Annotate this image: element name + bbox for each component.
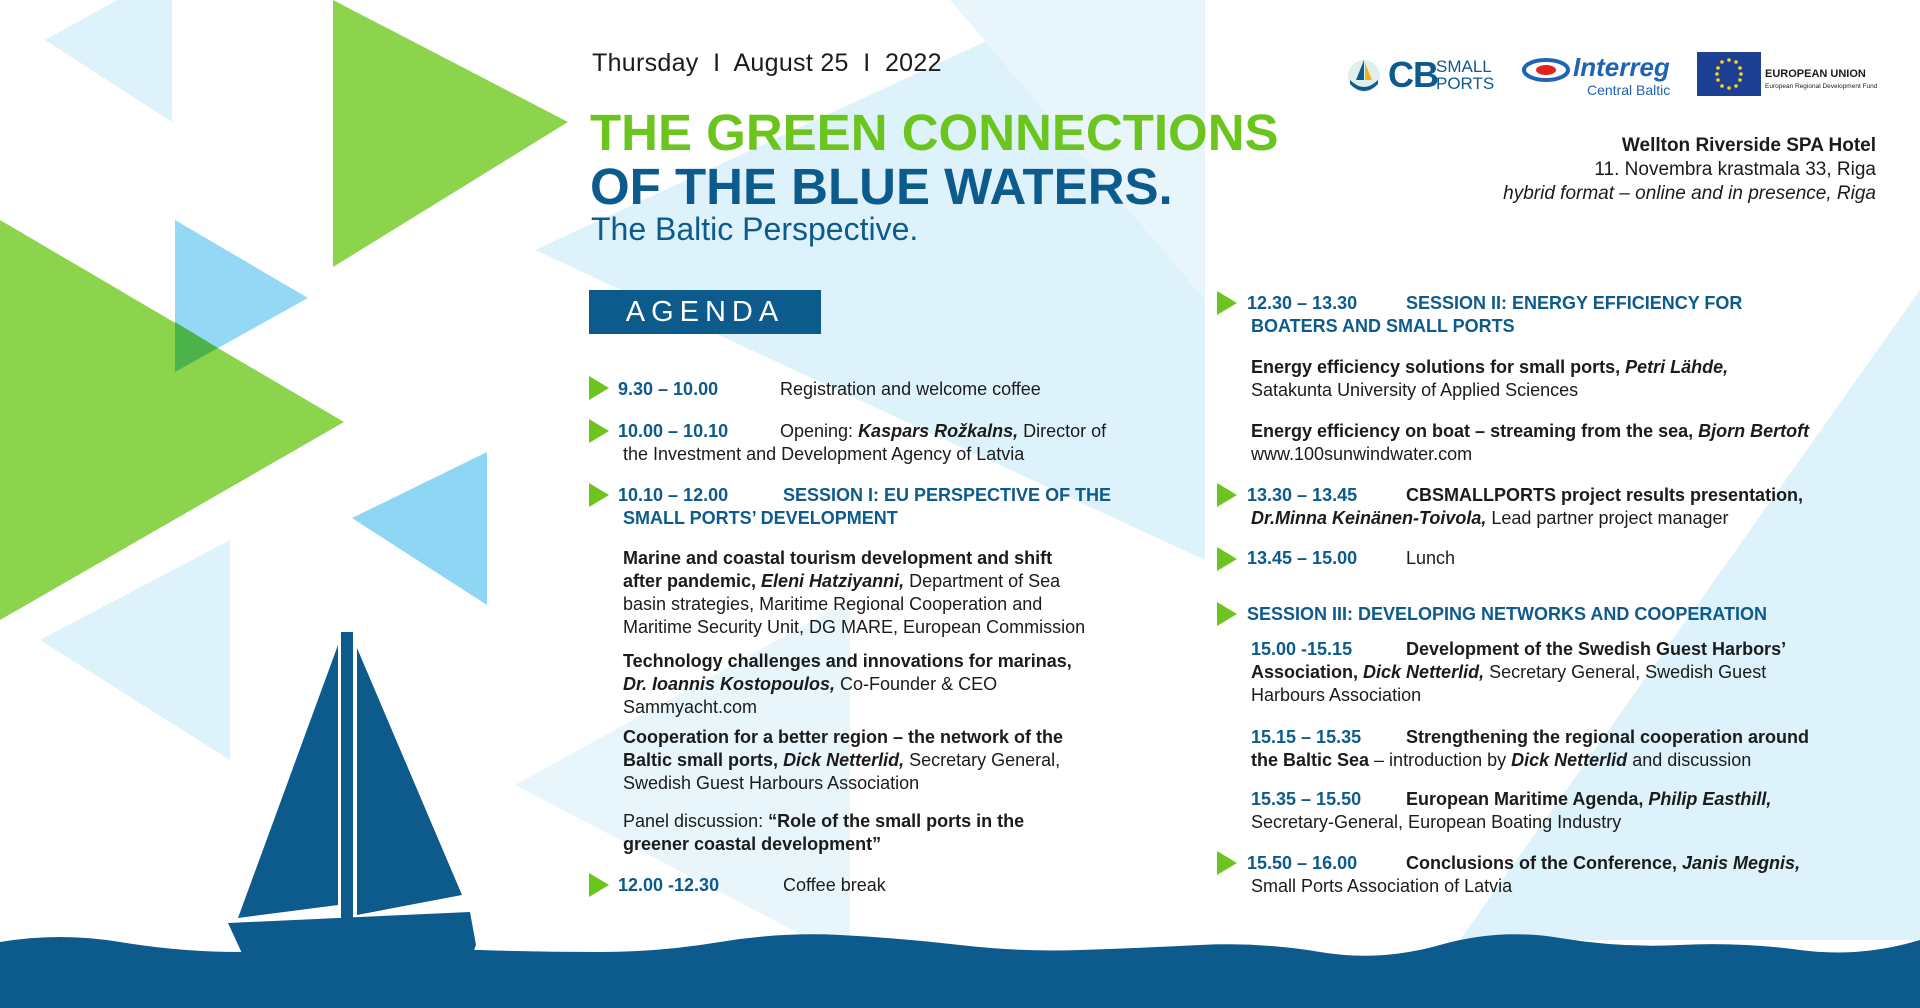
speaker-name: Petri Lähde,: [1625, 357, 1729, 377]
title-line-green: THE GREEN CONNECTIONS: [590, 104, 1279, 161]
session-title-line2: BOATERS AND SMALL PORTS: [1251, 316, 1515, 336]
session-title: SESSION III: DEVELOPING NETWORKS AND COOPERATION: [1247, 604, 1768, 624]
venue-hotel: Wellton Riverside SPA Hotel: [1621, 135, 1876, 156]
speaker-role: Department of Sea: [904, 571, 1061, 591]
speaker-name: Philip Easthill,: [1648, 789, 1772, 809]
talk-regional-cooperation: [1251, 726, 1809, 772]
title-line-blue: OF THE BLUE WATERS.: [590, 158, 1173, 215]
talk-title: Energy efficiency on boat – streaming from the sea,: [1251, 421, 1699, 441]
agenda-item-session-3: [1247, 603, 1767, 626]
agenda-time: 10.00 – 10.10: [618, 421, 729, 441]
eu-fund: European Regional Development Fund: [1765, 83, 1878, 90]
cb-small-ports-logo: [1344, 54, 1384, 96]
agenda-text: Coffee break: [783, 875, 886, 895]
agenda-time: 10.10 – 12.00: [618, 485, 729, 505]
speaker-role: Secretary General, Swedish Guest: [1484, 662, 1767, 682]
speaker-org: Swedish Guest Harbours Association: [623, 773, 920, 793]
agenda-text-line2: the Investment and Development Agency of Latvia: [623, 444, 1025, 464]
talk-energy-ports: [1251, 356, 1728, 402]
agenda-item-lunch: [1247, 547, 1455, 570]
agenda-time: 9.30 – 10.00: [618, 379, 719, 399]
bullet-arrow-icon: [589, 483, 609, 507]
agenda-time: 13.30 – 13.45: [1247, 485, 1358, 505]
bullet-arrow-icon: [1217, 547, 1237, 571]
speaker-name: Dick Netterlid,: [1363, 662, 1485, 682]
speaker-role-line: basin strategies, Maritime Regional Cooperation and: [623, 594, 1043, 614]
bullet-arrow-icon: [1217, 851, 1237, 875]
talk-title-end: Association,: [1251, 662, 1364, 682]
speaker-role: Secretary General,: [904, 750, 1061, 770]
venue-info: [1503, 134, 1876, 206]
interreg-swirl-icon: [1522, 58, 1570, 82]
agenda-time: 12.00 -12.30: [618, 875, 720, 895]
sailboat-icon: [228, 632, 476, 962]
pale-triangle-top-left: [45, 0, 172, 122]
eu-flag-icon: [1697, 52, 1761, 96]
speaker-name: Dick Netterlid: [1511, 750, 1628, 770]
interreg-sub: Central Baltic: [1587, 82, 1671, 98]
speaker-org: Secretary-General, European Boating Industry: [1251, 812, 1622, 832]
agenda-time: 15.00 -15.15: [1251, 639, 1353, 659]
eu-name: EUROPEAN UNION: [1765, 68, 1866, 80]
bullet-arrow-icon: [1217, 483, 1237, 507]
agenda-item-conclusions: [1247, 852, 1800, 898]
bullet-arrow-icon: [589, 419, 609, 443]
session-title: SESSION II: ENERGY EFFICIENCY FOR: [1406, 293, 1743, 313]
talk-title: Strengthening the regional cooperation around: [1406, 727, 1810, 747]
talk-marine-tourism: [623, 547, 1085, 639]
interreg-name: Interreg: [1573, 52, 1670, 82]
panel-discussion: [623, 810, 1024, 856]
bullet-arrow-icon: [589, 376, 609, 400]
talk-title: Cooperation for a better region – the network of the: [623, 727, 1064, 747]
subtitle: The Baltic Perspective.: [591, 211, 919, 247]
session-title: SESSION I: EU PERSPECTIVE OF THE: [783, 485, 1112, 505]
speaker-name: Eleni Hatziyanni,: [761, 571, 905, 591]
talk-title-end: the Baltic Sea: [1251, 750, 1370, 770]
talk-title: CBSMALLPORTS project results presentation,: [1406, 485, 1804, 505]
talk-title-end: Baltic small ports,: [623, 750, 784, 770]
event-date: Thursday I August 25 I 2022: [592, 49, 942, 77]
agenda-time: 12.30 – 13.30: [1247, 293, 1358, 313]
agenda-label: AGENDA: [625, 295, 785, 328]
talk-title: European Maritime Agenda,: [1406, 789, 1649, 809]
bullet-arrow-icon: [1217, 602, 1237, 626]
agenda-item-session-1: [618, 484, 1111, 530]
bullet-arrow-icon: [589, 873, 609, 897]
agenda-text: Lunch: [1406, 548, 1456, 568]
agenda-time: 15.50 – 16.00: [1247, 853, 1358, 873]
talk-energy-boat: [1251, 420, 1809, 466]
green-triangle-top: [333, 0, 568, 267]
talk-title: Marine and coastal tourism development and shift: [623, 548, 1053, 568]
speaker-role: Co-Founder & CEO: [835, 674, 998, 694]
speaker-name: Dick Netterlid,: [783, 750, 905, 770]
speaker-org: Satakunta University of Applied Sciences: [1251, 380, 1579, 400]
speaker-org: www.100sunwindwater.com: [1251, 444, 1473, 464]
talk-cooperation: [623, 726, 1063, 795]
speaker-org: Harbours Association: [1251, 685, 1422, 705]
speaker-name: Kaspars Rožkalns,: [858, 421, 1019, 441]
speaker-name: Bjorn Bertoft: [1698, 421, 1810, 441]
talk-note-end: and discussion: [1627, 750, 1752, 770]
agenda-item-project-results: [1247, 484, 1803, 530]
speaker-org: Sammyacht.com: [623, 697, 758, 717]
speaker-role-line: Maritime Security Unit, DG MARE, European Commission: [623, 617, 1086, 637]
agenda-item-registration: [618, 378, 1041, 401]
talk-title: Technology challenges and innovations for marinas,: [623, 651, 1072, 671]
agenda-banner: [589, 290, 821, 334]
green-triangle-large: [0, 220, 344, 620]
talk-technology: [623, 650, 1072, 719]
agenda-item-session-2: [1247, 292, 1742, 338]
agenda-text: Registration and welcome coffee: [780, 379, 1041, 399]
panel-title: “Role of the small ports in the: [768, 811, 1025, 831]
venue-format: hybrid format – online and in presence, Riga: [1503, 183, 1876, 204]
talk-title-end: after pandemic,: [623, 571, 762, 591]
venue-address: 11. Novembra krastmala 33, Riga: [1594, 159, 1876, 180]
talk-title: Development of the Swedish Guest Harbors’: [1406, 639, 1787, 659]
talk-note: – introduction by: [1369, 750, 1512, 770]
cb-logo-line1: SMALL: [1436, 57, 1492, 76]
speaker-role: Lead partner project manager: [1486, 508, 1729, 528]
talk-swedish-guest-harbors: [1251, 638, 1786, 707]
agenda-time: 13.45 – 15.00: [1247, 548, 1358, 568]
agenda-text: Opening:: [780, 421, 859, 441]
agenda-item-coffee-break: [618, 874, 886, 897]
speaker-org: Small Ports Association of Latvia: [1251, 876, 1513, 896]
talk-maritime-agenda: [1251, 788, 1771, 834]
panel-title-line2: greener coastal development”: [623, 834, 882, 854]
session-title-line2: SMALL PORTS’ DEVELOPMENT: [623, 508, 898, 528]
agenda-time: 15.15 – 15.35: [1251, 727, 1362, 747]
talk-title: Energy efficiency solutions for small ports,: [1251, 357, 1626, 377]
agenda-item-opening: [618, 420, 1106, 466]
speaker-role: Director of: [1018, 421, 1107, 441]
talk-title: Conclusions of the Conference,: [1406, 853, 1683, 873]
cb-logo-line2: PORTS: [1436, 74, 1495, 93]
cb-logo-text: [1436, 58, 1494, 92]
panel-label: Panel discussion:: [623, 811, 769, 831]
blue-triangle-right: [352, 452, 487, 605]
bullet-arrow-icon: [1217, 291, 1237, 315]
speaker-name: Dr. Ioannis Kostopoulos,: [623, 674, 836, 694]
cb-logo-letters: CB: [1388, 54, 1438, 95]
partner-logos: [1344, 52, 1879, 102]
agenda-time: 15.35 – 15.50: [1251, 789, 1362, 809]
speaker-name: Janis Megnis,: [1682, 853, 1801, 873]
speaker-name: Dr.Minna Keinänen-Toivola,: [1251, 508, 1487, 528]
